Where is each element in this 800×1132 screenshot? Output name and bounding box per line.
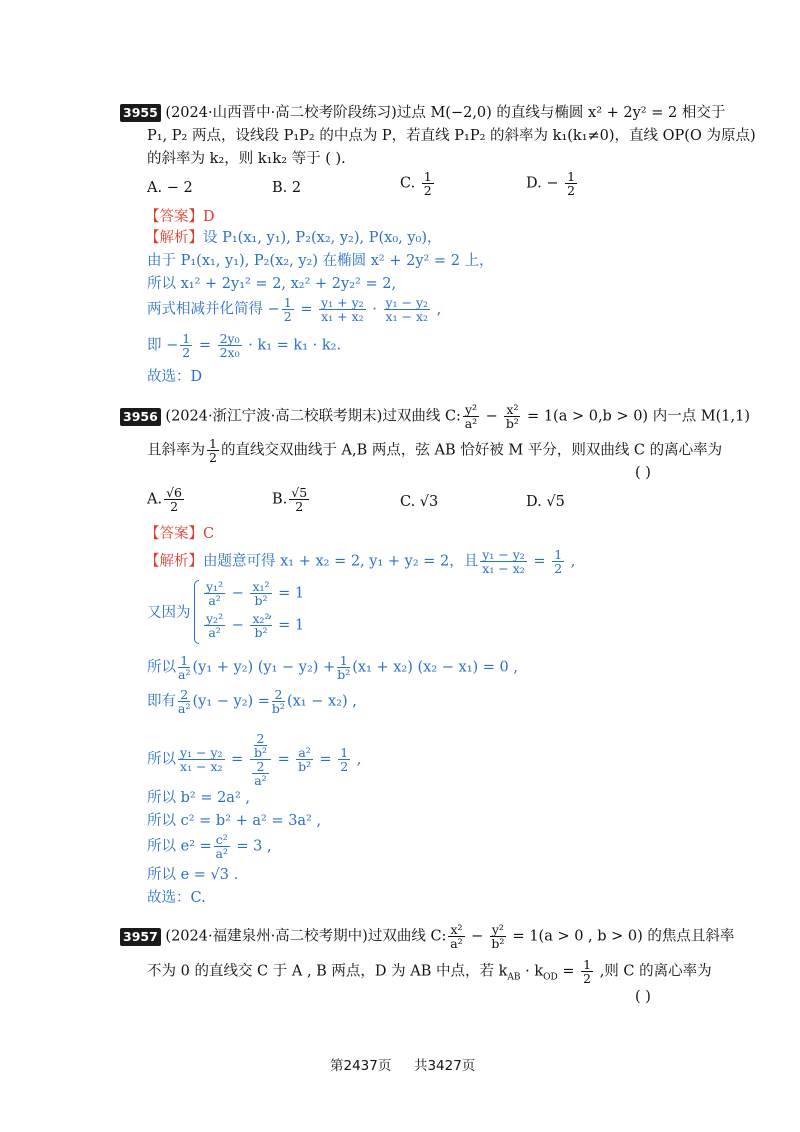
answer-paren: ( )	[635, 989, 651, 1005]
analysis-3956-line6: 所以 b² = 2a² ,	[147, 790, 250, 806]
question-3956-line1: 3956 (2024·浙江宁波·高二校联考期末)过双曲线 C: $\frac{\text{y²}}{\text{a²}}$ − $\frac{\text{x²}}{\text{b²}}$ = 1(a > 0,b > 0) 内一点 M(1,1)	[120, 403, 750, 430]
option-c: C. $\frac{1}{2}$	[400, 169, 432, 198]
question-number-badge: 3957	[120, 928, 161, 946]
total-pages: 共3427页	[413, 1058, 476, 1074]
question-3955-line1: 3955 (2024·山西晋中·高二校考阶段练习)过点 M(−2,0) 的直线与椭圆 x² + 2y² = 2 相交于	[120, 103, 725, 123]
fraction: $\frac{1}{2}$	[567, 169, 576, 198]
option-b: B. 2	[272, 180, 302, 196]
compound-fraction: 2 b² 2 a²	[250, 732, 271, 787]
question-number-badge: 3955	[120, 104, 161, 122]
option-d: D. √5	[526, 494, 565, 510]
option-b: B. $\frac{√5}{2}$	[272, 485, 308, 514]
system-eq2: $\frac{\text{y₂²}}{\text{a²}}$ − $\frac{\text{x₂²}}{\text{b²}}$ = 1	[206, 611, 305, 640]
question-3955-line3: 的斜率为 k₂，则 k₁k₂ 等于 ( ).	[147, 151, 346, 167]
analysis-3956-line10: 故选：C.	[147, 890, 206, 906]
analysis-3956-line1: 【解析】由题意可得 x₁ + x₂ = 2, y₁ + y₂ = 2，且 $\frac{\text{y₁ − y₂}}{\text{x₁ − x₂}}$ = $\frac{1}{2}$ ,	[145, 547, 576, 576]
option-a: A. − 2	[147, 180, 193, 196]
question-number-badge: 3956	[120, 408, 161, 426]
page-footer	[330, 1054, 475, 1074]
analysis-3955-line5: 即 − $\frac{1}{2}$ = $\frac{\text{2y₀}}{\text{2x₀}}$ · k₁ = k₁ · k₂.	[147, 331, 342, 360]
question-3955-line2: P₁, P₂ 两点，设线段 P₁P₂ 的中点为 P，若直线 P₁P₂ 的斜率为 k₁(k₁≠0)，直线 OP(O 为原点)	[147, 128, 756, 144]
question-3957-line2: 不为 0 的直线交 C 于 A , B 两点，D 为 AB 中点，若 $k_{AB} \cdot k_{OD}$ = $\frac{1}{2}$ ,则 C 的离心率为	[147, 957, 712, 986]
analysis-3956-line8: 所以 e² = $\frac{\text{c²}}{\text{a²}}$ = 3 ,	[147, 832, 272, 861]
question-3957-line1: 3957 (2024·福建泉州·高二校考期中)过双曲线 C: $\frac{\text{x²}}{\text{a²}}$ − $\frac{\text{y²}}{\text{b²}}$ = 1(a > 0 , b > 0) 的焦点且斜率	[120, 923, 734, 950]
analysis-3955-line2: 由于 P₁(x₁, y₁), P₂(x₂, y₂) 在椭圆 x² + 2y² = 2 上，	[147, 253, 494, 269]
answer-3956: 【答案】C	[145, 526, 215, 542]
analysis-3956-line7: 所以 c² = b² + a² = 3a² ,	[147, 813, 322, 829]
analysis-3955-line1: 【解析】设 P₁(x₁, y₁), P₂(x₂, y₂), P(x₀, y₀)，	[145, 230, 442, 246]
analysis-3956-line4: 即有 $\frac{2}{\text{a²}}$ (y₁ − y₂) = $\frac{2}{\text{b²}}$ (x₁ − x₂) ,	[147, 687, 357, 716]
analysis-3955-line3: 所以 x₁² + 2y₁² = 2, x₂² + 2y₂² = 2,	[147, 276, 397, 292]
analysis-3955-line6: 故选：D	[147, 369, 203, 385]
answer-3955: 【答案】D	[145, 209, 215, 225]
fraction: $\frac{1}{2}$	[423, 169, 432, 198]
system-comma: ,	[268, 605, 273, 621]
option-c: C. √3	[400, 494, 439, 510]
analysis-3955-line4: 两式相减并化简得 − $\frac{1}{2}$ = $\frac{\text{y₁ + y₂}}{\text{x₁ + x₂}}$ · $\frac{\text{y₁ − y₂}}{\text{x₁ − x₂}}$ ,	[147, 295, 442, 324]
option-a: A. $\frac{√6}{2}$	[147, 485, 183, 514]
question-3956-line2: 且斜率为 $\frac{1}{2}$ 的直线交双曲线于 A,B 两点，弦 AB 恰好被 M 平分，则双曲线 C 的离心率为	[147, 436, 723, 465]
answer-paren: ( )	[635, 465, 651, 481]
system-brace	[194, 580, 199, 644]
system-eq1: $\frac{\text{y₁²}}{\text{a²}}$ − $\frac{\text{x₁²}}{\text{b²}}$ = 1	[206, 579, 305, 608]
option-d: D. − $\frac{1}{2}$	[526, 169, 576, 198]
analysis-3956-line5: 所以 $\frac{\text{y₁ − y₂}}{\text{x₁ − x₂}}$ = 2 b² 2 a² = $\frac{\text{a²}}{\text{b²}}$ = $\frac{1}{2}$ ,	[147, 731, 362, 788]
analysis-3956-line3: 所以 $\frac{1}{\text{a²}}$ (y₁ + y₂) (y₁ − y₂) + $\frac{1}{\text{b²}}$ (x₁ + x₂) (x₂ − x₁) = 0 ,	[147, 653, 518, 682]
analysis-3956-line9: 所以 e = √3 .	[147, 867, 239, 883]
analysis-3956-line2-label: 又因为	[147, 605, 191, 621]
page-number: 第2437页	[330, 1058, 392, 1074]
